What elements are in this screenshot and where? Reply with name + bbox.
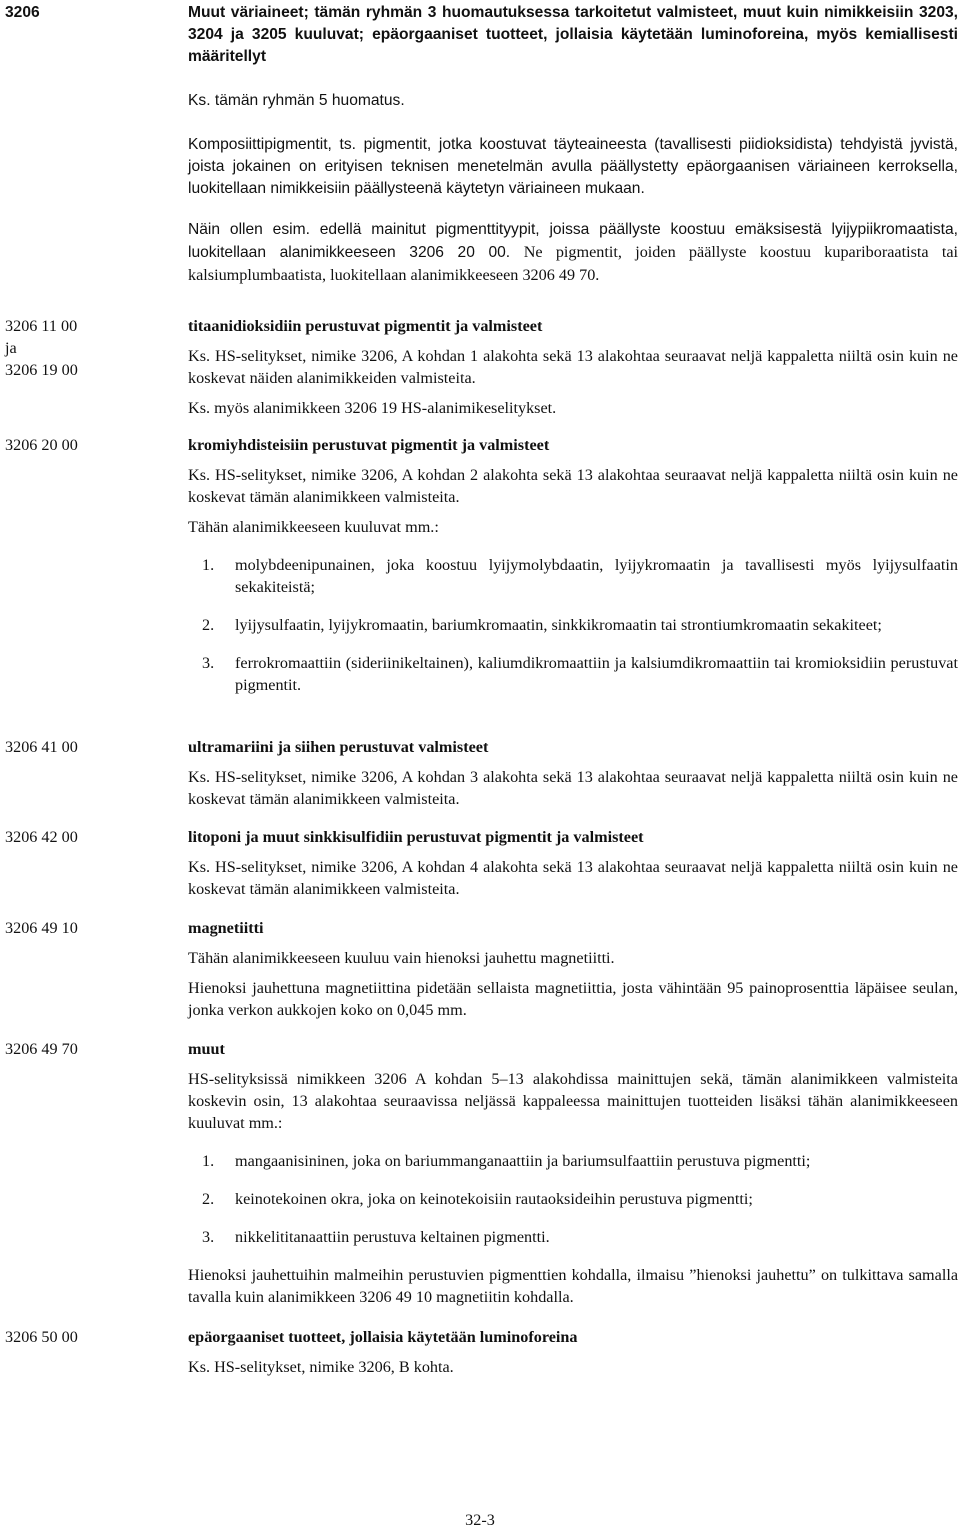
list-text: mangaanisininen, joka on bariummanganaattiin ja bariumsulfaattiin perustuva pigmentti; xyxy=(235,1152,811,1170)
section-3206-42-text-1: Ks. HS-selitykset, nimike 3206, A kohdan 4 alakohta sekä 13 alakohtaa seuraavat neljä kappaletta niiltä osin kuin ne koskevat tämän alanimikkeen valmisteita. xyxy=(188,858,958,898)
section-3206-11-text-2: Ks. myös alanimikkeen 3206 19 HS-alanimikeselitykset. xyxy=(188,399,557,417)
section-3206-20-list-item-1 xyxy=(188,554,958,598)
section-3206-49-70-list-item-1 xyxy=(188,1150,958,1172)
section-3206-42-code: 3206 42 00 xyxy=(5,828,78,846)
intro-thus-a: Näin ollen esim. edellä mainitut pigmenttityypit, joissa päällyste koostuu emäksisestä lyijypiikromaatista, luokitellaan alanimikkeeseen 3206 20 00. xyxy=(188,221,958,261)
section-3206-20-title: kromiyhdisteisiin perustuvat pigmentit ja valmisteet xyxy=(188,436,550,454)
code-and: ja xyxy=(5,339,17,357)
section-3206-20-list-item-2 xyxy=(188,614,958,636)
list-text: lyijysulfaatin, lyijykromaatin, bariumkromaatin, sinkkikromaatin tai strontiumkromaatin sekakiteet; xyxy=(235,616,882,634)
section-3206-49-70-content xyxy=(188,1038,958,1308)
section-3206-20-code: 3206 20 00 xyxy=(5,436,78,454)
section-3206-49-10-code: 3206 49 10 xyxy=(5,919,78,937)
section-3206-41-code: 3206 41 00 xyxy=(5,738,78,756)
list-number: 3. xyxy=(202,654,215,672)
section-3206-20-content xyxy=(188,434,958,696)
section-3206-41-text-1: Ks. HS-selitykset, nimike 3206, A kohdan 3 alakohta sekä 13 alakohtaa seuraavat neljä kappaletta niiltä osin kuin ne koskevat tämän alanimikkeen valmisteita. xyxy=(188,768,958,808)
section-3206-50-code: 3206 50 00 xyxy=(5,1328,78,1346)
section-3206-49-70-list-item-2 xyxy=(188,1188,958,1210)
page-number: 32-3 xyxy=(465,1511,495,1529)
section-3206-49-70-title: muut xyxy=(188,1040,225,1058)
heading-title: Muut väriaineet; tämän ryhmän 3 huomautuksessa tarkoitetut valmisteet, muut kuin nimikkeisiin 3203, 3204 ja 3205 kuuluvat; epäorgaaniset tuotteet, jollaisia käytetään luminoforeina, myös kemiallisesti määritellyt xyxy=(188,4,958,65)
section-3206-20-list-item-3 xyxy=(188,652,958,696)
section-3206-11-title: titaanidioksidiin perustuvat pigmentit ja valmisteet xyxy=(188,317,543,335)
intro-thus xyxy=(188,219,958,287)
section-3206-49-70-code: 3206 49 70 xyxy=(5,1040,78,1058)
section-3206-11-content xyxy=(188,315,958,419)
section-3206-49-70-text-1: HS-selityksissä nimikkeen 3206 A kohdan 5–13 alakohdissa mainittujen sekä, tämän alanimikkeen valmisteita koskevin osin, 13 alakohtaa seuraavissa neljässä kappaleessa mainittujen tuotteiden lisäksi tähän alanimikkeeseen kuuluvat mm.: xyxy=(188,1070,958,1132)
section-3206-20-text-2: Tähän alanimikkeeseen kuuluvat mm.: xyxy=(188,518,439,536)
section-3206-11-text-1: Ks. HS-selitykset, nimike 3206, A kohdan 1 alakohta sekä 13 alakohtaa seuraavat neljä kappaletta niiltä osin kuin ne koskevat näiden alanimikkeiden valmisteita. xyxy=(188,347,958,387)
intro-thus-b: Ne pigmentit, joiden päällyste koostuu kupariboraatista tai kalsiumplumbaatista, luokitellaan alanimikkeeseen 3206 49 70. xyxy=(188,243,959,284)
list-text: ferrokromaattiin (sideriinikeltainen), kaliumdikromaattiin ja kalsiumdikromaattiin tai kromioksidiin perustuvat pigmentit. xyxy=(235,654,958,694)
section-3206-42-title: litoponi ja muut sinkkisulfidiin perustuvat pigmentit ja valmisteet xyxy=(188,828,644,846)
heading-code: 3206 xyxy=(5,4,40,21)
section-3206-49-10-content xyxy=(188,917,958,1021)
intro-see-note: Ks. tämän ryhmän 5 huomatus. xyxy=(188,92,405,109)
section-3206-49-70-text-2: Hienoksi jauhettuihin malmeihin perustuvien pigmenttien kohdalla, ilmaisu ”hienoksi jauhettu” on tulkittava samalla tavalla kuin alanimikkeen 3206 49 10 magnetiitin kohdalla. xyxy=(188,1266,958,1306)
list-text: keinotekoinen okra, joka on keinotekoisiin rautaoksideihin perustuva pigmentti; xyxy=(235,1190,753,1208)
section-3206-50-content xyxy=(188,1326,958,1378)
code-3206-11-00: 3206 11 00 xyxy=(5,317,78,335)
list-number: 1. xyxy=(202,556,215,574)
list-number: 3. xyxy=(202,1228,215,1246)
list-text: molybdeenipunainen, joka koostuu lyijymolybdaatin, lyijykromaatin ja tavallisesti myös lyijysulfaatin sekakiteistä; xyxy=(235,556,958,596)
section-3206-49-10-text-2: Hienoksi jauhettuna magnetiittina pidetään sellaista magnetiittia, josta vähintään 95 painoprosenttia läpäisee seulan, jonka verkon aukkojen koko on 0,045 mm. xyxy=(188,979,958,1019)
section-3206-11-codes xyxy=(5,315,180,381)
section-3206-41-content xyxy=(188,736,958,810)
section-3206-41-title: ultramariini ja siihen perustuvat valmisteet xyxy=(188,738,489,756)
section-3206-50-text-1: Ks. HS-selitykset, nimike 3206, B kohta. xyxy=(188,1358,454,1376)
list-text: nikkelititanaattiin perustuva keltainen pigmentti. xyxy=(235,1228,550,1246)
list-number: 2. xyxy=(202,616,215,634)
list-number: 1. xyxy=(202,1152,215,1170)
section-3206-20-text-1: Ks. HS-selitykset, nimike 3206, A kohdan 2 alakohta sekä 13 alakohtaa seuraavat neljä kappaletta niiltä osin kuin ne koskevat tämän alanimikkeen valmisteita. xyxy=(188,466,958,506)
section-3206-49-70-list-item-3 xyxy=(188,1226,958,1248)
section-3206-49-10-text-1: Tähän alanimikkeeseen kuuluu vain hienoksi jauhettu magnetiitti. xyxy=(188,949,615,967)
list-number: 2. xyxy=(202,1190,215,1208)
code-3206-19-00: 3206 19 00 xyxy=(5,361,78,379)
section-3206-42-content xyxy=(188,826,958,900)
section-3206-49-10-title: magnetiitti xyxy=(188,919,264,937)
section-3206-50-title: epäorgaaniset tuotteet, jollaisia käytetään luminoforeina xyxy=(188,1328,578,1346)
intro-composite: Komposiittipigmentit, ts. pigmentit, jotka koostuvat täyteaineesta (tavallisesti piidioksidista) tehdyistä jyvistä, joista jokainen on erityisen teknisen menetelmän avulla päällystetty epäorgaanisen väriaineen kerroksella, luokitellaan nimikkeisiin päällysteenä käytetyn väriaineen mukaan. xyxy=(188,136,958,197)
